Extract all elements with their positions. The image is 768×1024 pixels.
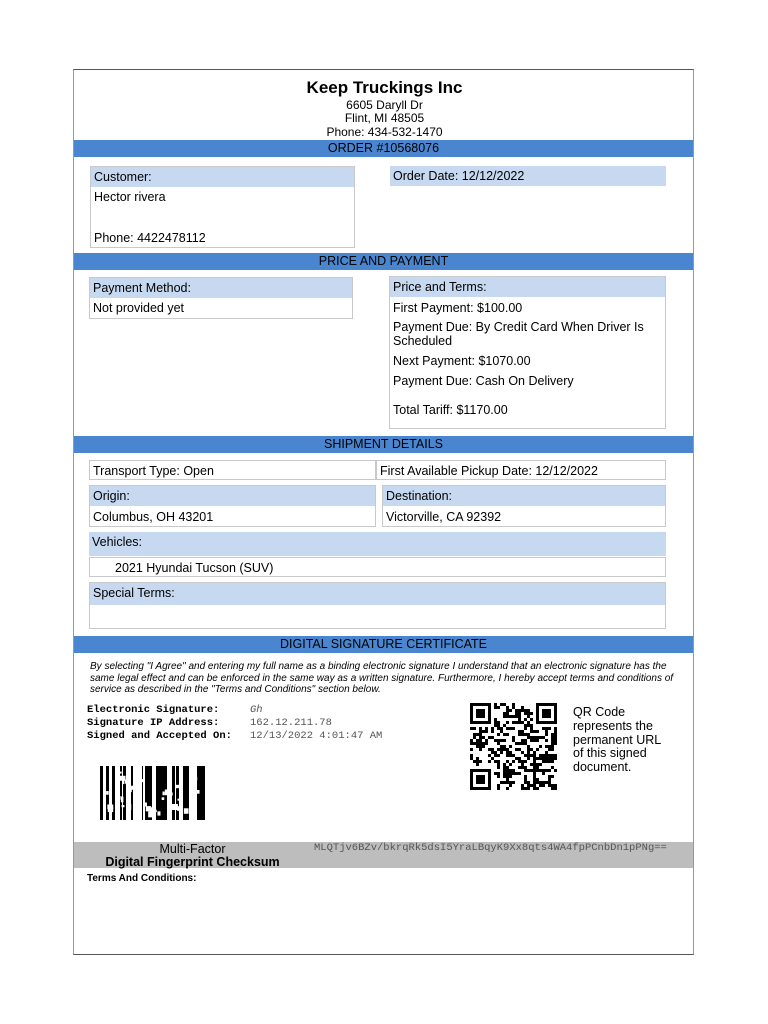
signed-accepted-value: 12/13/2022 4:01:47 AM xyxy=(250,730,383,742)
pickup-date: First Available Pickup Date: 12/12/2022 xyxy=(380,464,598,478)
checksum-label-block xyxy=(74,842,311,868)
checksum-label-line1: Multi-Factor xyxy=(159,842,226,856)
price-payment-band: PRICE AND PAYMENT xyxy=(74,253,693,270)
signed-accepted-label: Signed and Accepted On: xyxy=(87,730,232,742)
company-phone: Phone: 434-532-1470 xyxy=(326,125,443,139)
special-terms-box xyxy=(89,582,666,629)
special-terms-label: Special Terms: xyxy=(90,583,665,605)
price-terms-label: Price and Terms: xyxy=(390,277,665,297)
destination-label: Destination: xyxy=(383,486,665,506)
terms-conditions-label: Terms And Conditions: xyxy=(87,873,197,884)
customer-label: Customer: xyxy=(91,167,354,187)
next-payment: Next Payment: $1070.00 xyxy=(393,354,531,368)
vehicles-label: Vehicles: xyxy=(89,532,666,556)
customer-name: Hector rivera xyxy=(94,190,166,204)
signature-ip-label: Signature IP Address: xyxy=(87,717,220,729)
origin-value: Columbus, OH 43201 xyxy=(93,510,214,524)
price-terms-box xyxy=(389,276,666,429)
barcode xyxy=(91,766,206,820)
qr-code xyxy=(470,703,560,791)
order-number-band: ORDER #10568076 xyxy=(74,140,693,157)
company-name: Keep Truckings Inc xyxy=(306,78,463,97)
pickup-date-box xyxy=(376,460,666,480)
electronic-signature-label: Electronic Signature: xyxy=(87,704,220,716)
order-document xyxy=(73,69,694,955)
qr-code-note: QR Code represents the permanent URL of this signed document. xyxy=(573,705,661,775)
company-address-line2: Flint, MI 48505 xyxy=(344,111,425,125)
vehicle-list xyxy=(89,557,666,577)
electronic-signature-value: Gh xyxy=(250,704,263,716)
payment-method-box xyxy=(89,277,353,319)
payment-due-1: Payment Due: By Credit Card When Driver Is Scheduled xyxy=(393,320,644,348)
transport-type-box xyxy=(89,460,376,480)
checksum-value: MLQTjv6BZv/bkrqRk5dsI5YraLBqyK9Xx8qts4WA4fpPCnbDn1pPNg== xyxy=(314,842,667,854)
origin-label: Origin: xyxy=(90,486,375,506)
total-tariff: Total Tariff: $1170.00 xyxy=(393,403,508,417)
origin-box xyxy=(89,485,376,527)
signature-certificate-band: DIGITAL SIGNATURE CERTIFICATE xyxy=(74,636,693,653)
shipment-details-band: SHIPMENT DETAILS xyxy=(74,436,693,453)
order-date: Order Date: 12/12/2022 xyxy=(390,166,666,186)
payment-due-2: Payment Due: Cash On Delivery xyxy=(393,374,574,388)
customer-phone: Phone: 4422478112 xyxy=(94,231,206,245)
payment-method-value: Not provided yet xyxy=(93,301,185,315)
transport-type: Transport Type: Open xyxy=(93,464,214,478)
checksum-label-line2: Digital Fingerprint Checksum xyxy=(105,855,280,869)
vehicle-item: 2021 Hyundai Tucson (SUV) xyxy=(115,561,274,575)
checksum-value-block xyxy=(311,842,693,868)
destination-value: Victorville, CA 92392 xyxy=(386,510,502,524)
signature-ip-value: 162.12.211.78 xyxy=(250,717,332,729)
destination-box xyxy=(382,485,666,527)
company-address-line1: 6605 Daryll Dr xyxy=(346,98,423,112)
payment-method-label: Payment Method: xyxy=(90,278,352,298)
first-payment: First Payment: $100.00 xyxy=(393,301,523,315)
customer-box xyxy=(90,166,355,248)
agreement-text: By selecting "I Agree" and entering my full name as a binding electronic signature I understand that an electronic signature has the same legal effect and can be enforced in the same way as a written signature. Furthermore, I hereby accept terms and conditions of service as described in the "Terms and Conditions" section below. xyxy=(90,661,674,695)
